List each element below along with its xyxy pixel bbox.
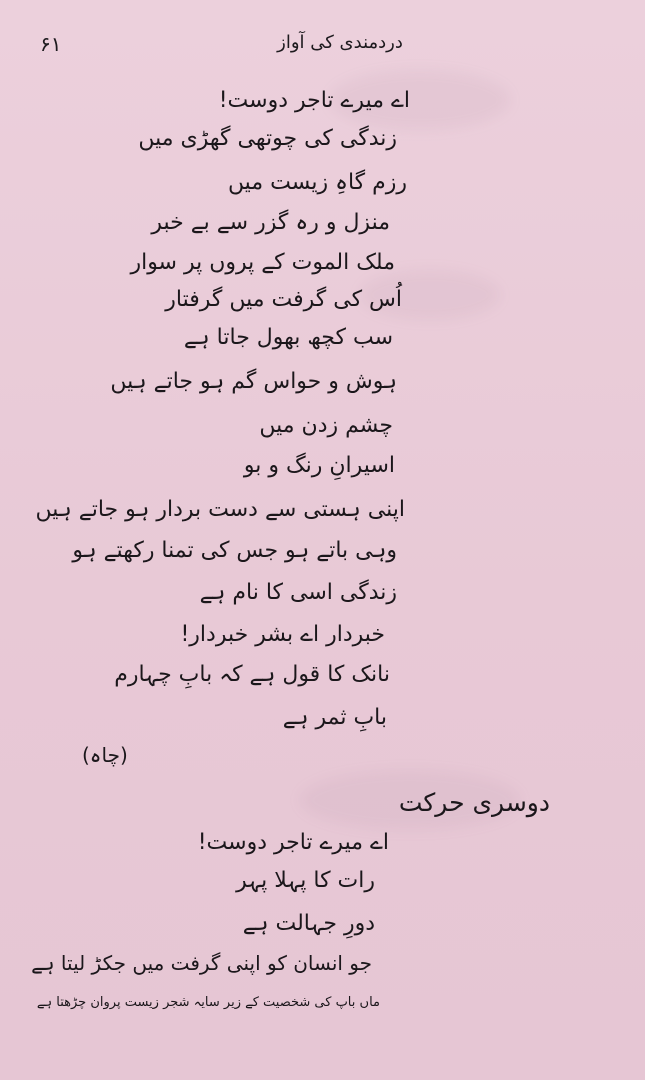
poem-line: منزل و رہ گزر سے بے خبر bbox=[151, 210, 390, 235]
poem-line: زندگی اسی کا نام ہے bbox=[199, 580, 397, 605]
poem-line: جو انسان کو اپنی گرفت میں جکڑ لیتا ہے bbox=[31, 951, 372, 975]
stanza-signature: (چاہ) bbox=[82, 743, 128, 767]
poem-line: اسیرانِ رنگ و بو bbox=[243, 453, 395, 478]
poem-line: خبردار اے بشر خبردار! bbox=[180, 622, 385, 647]
poem-line: ہوش و حواس گم ہو جاتے ہیں bbox=[110, 369, 397, 394]
poem-line: ملک الموت کے پروں پر سوار bbox=[130, 250, 395, 275]
poem-line: بابِ ثمر ہے bbox=[282, 705, 387, 730]
page-header bbox=[0, 26, 645, 66]
poem-line: نانک کا قول ہے کہ بابِ چہارم bbox=[114, 662, 390, 687]
poem-line: چشم زدن میں bbox=[259, 413, 393, 438]
running-title: دردمندی کی آواز bbox=[277, 32, 403, 53]
page-number: ۶۱ bbox=[40, 32, 62, 56]
poem-line: ماں باپ کی شخصیت کے زیر سایہ شجر زیست پروان چڑھتا ہے bbox=[36, 995, 380, 1010]
poem-line: اُس کی گرفت میں گرفتار bbox=[165, 287, 402, 312]
poem-line: دورِ جہالت ہے bbox=[242, 911, 375, 936]
poem-line: رات کا پہلا پہر bbox=[236, 868, 375, 893]
poem-line: وہی باتے ہو جس کی تمنا رکھتے ہو bbox=[72, 538, 397, 563]
section-title: دوسری حرکت bbox=[398, 788, 550, 817]
poem-line: زندگی کی چوتھی گھڑی میں bbox=[138, 126, 397, 151]
poem-line: اے میرے تاجر دوست! bbox=[218, 88, 410, 113]
poem-line: اپنی ہستی سے دست بردار ہو جاتے ہیں bbox=[35, 497, 405, 522]
poem-line: اے میرے تاجر دوست! bbox=[197, 830, 389, 855]
poem-line: رزم گاہِ زیست میں bbox=[227, 170, 407, 195]
poem-line: سب کچھ بھول جاتا ہے bbox=[183, 325, 393, 350]
